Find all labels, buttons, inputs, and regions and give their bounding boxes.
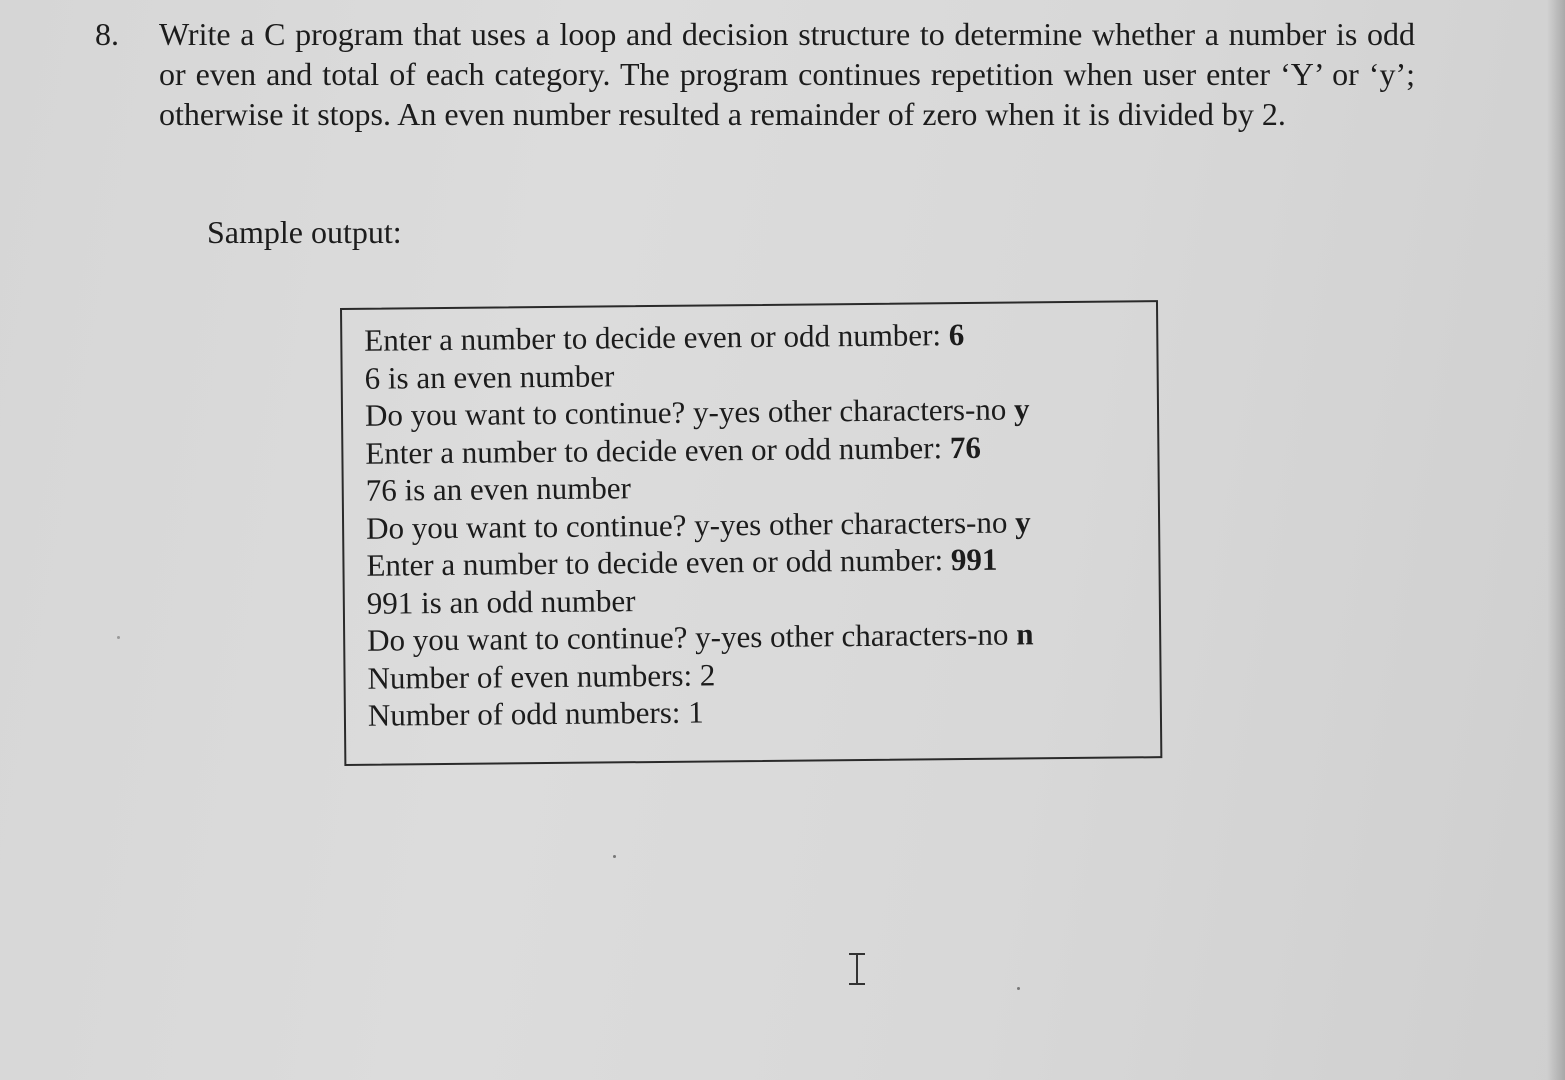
output-line: Enter a number to decide even or odd number: 76 — [365, 429, 982, 471]
user-input: 991 — [950, 541, 998, 578]
screen-speck — [117, 636, 120, 639]
output-line: Do you want to continue? y-yes other characters-no y — [364, 391, 1030, 433]
sample-output-box — [340, 300, 1162, 766]
question-text: Write a C program that uses a loop and decision structure to determine whether a number is odd or even and total of each category. The program continues repetition when user enter ‘Y’ or ‘y’; otherwise it stops. An even number resulted a remainder of zero when it is divided by 2. — [159, 16, 1415, 132]
user-input: 76 — [949, 429, 982, 465]
question — [95, 14, 1415, 134]
user-input: 6 — [948, 317, 965, 353]
user-input: y — [1014, 503, 1031, 540]
screen-speck — [613, 855, 616, 858]
output-line: Enter a number to decide even or odd number: 991 — [366, 541, 998, 583]
text-cursor-icon — [846, 952, 868, 986]
output-line: 76 is an even number — [365, 470, 632, 508]
sample-output-label: Sample output: — [207, 214, 402, 250]
output-line: 6 is an even number — [364, 357, 615, 396]
user-input: y — [1013, 391, 1030, 427]
output-line: Enter a number to decide even or odd number: 6 — [364, 317, 965, 358]
question-number: 8. — [95, 16, 119, 52]
output-line: Do you want to continue? y-yes other characters-no y — [365, 503, 1031, 546]
screen-edge-shadow — [1547, 0, 1565, 1080]
user-input: n — [1016, 616, 1034, 652]
output-line: Do you want to continue? y-yes other characters-no n — [367, 616, 1034, 658]
output-line: 991 is an odd number — [366, 582, 636, 621]
output-line: Number of even numbers: 2 — [367, 656, 716, 696]
output-line: Number of odd numbers: 1 — [367, 694, 704, 733]
screen-speck — [1017, 987, 1020, 990]
